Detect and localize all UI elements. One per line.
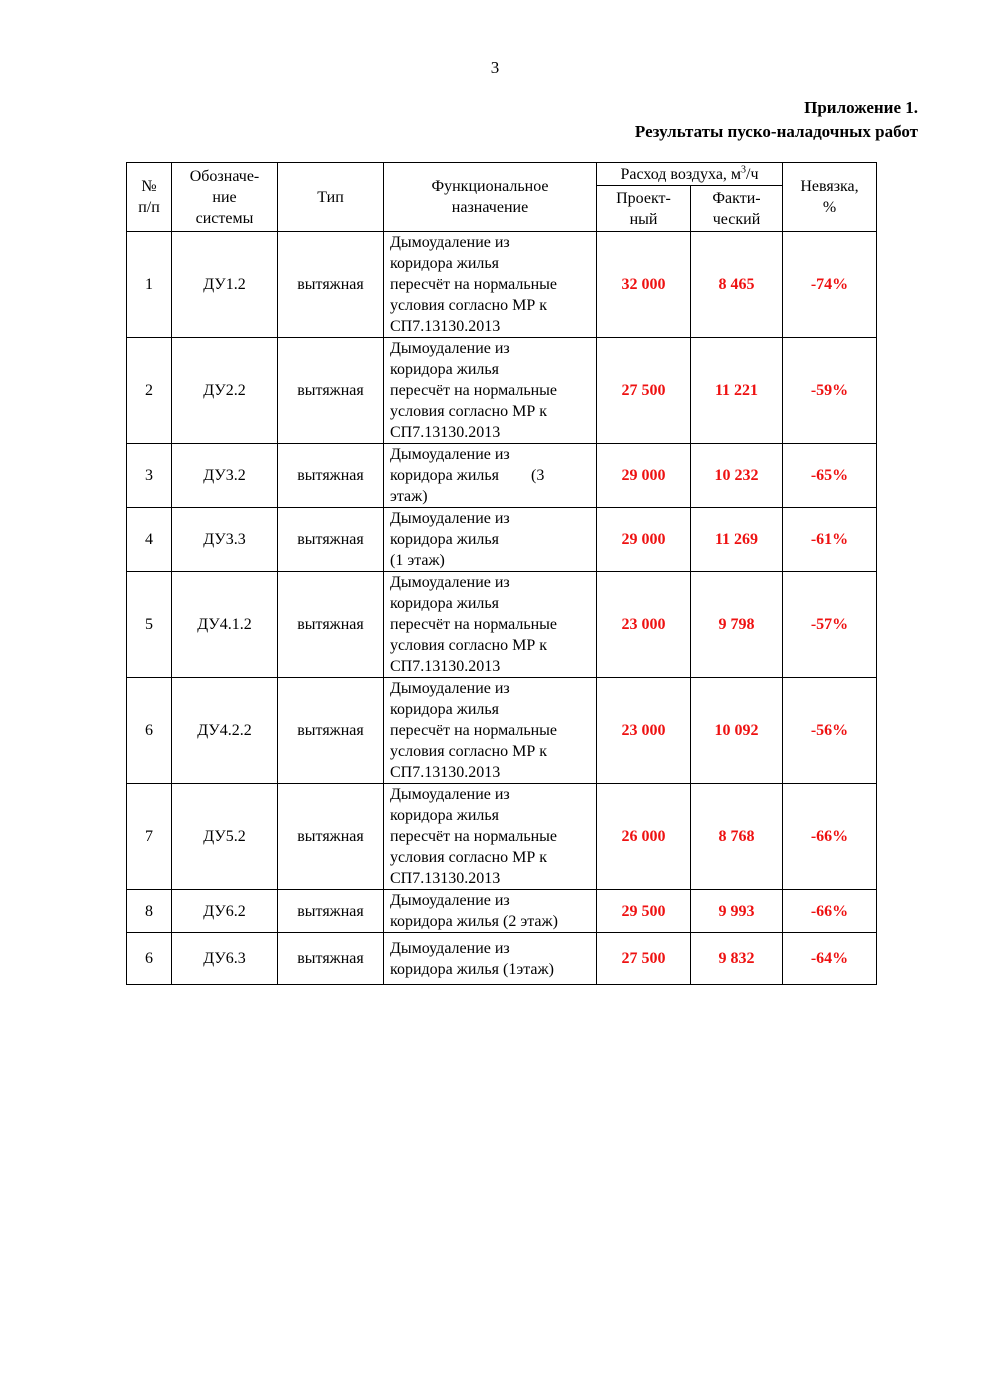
page-number: 3 [490,58,500,77]
row-number-cell: 3 [127,444,172,508]
function-line: СП7.13130.2013 [390,424,501,441]
system-type-cell: вытяжная [278,890,384,933]
actual-airflow-cell: 8 768 [691,784,783,890]
function-line: СП7.13130.2013 [390,658,501,675]
function-line: этаж) [390,488,428,505]
header-designation-line: ние [212,188,237,206]
system-designation-cell: ДУ3.3 [172,508,278,572]
system-type-cell: вытяжная [278,508,384,572]
function-cell [384,933,597,985]
function-line: пересчёт на нормальные [390,722,558,739]
system-type-cell: вытяжная [278,338,384,444]
table-row [127,338,877,444]
system-type-cell: вытяжная [278,678,384,784]
header-actual [691,186,783,232]
design-airflow-cell: 29 500 [597,890,691,933]
system-type-cell: вытяжная [278,784,384,890]
actual-airflow-cell: 9 798 [691,572,783,678]
system-designation-cell: ДУ2.2 [172,338,278,444]
row-number-cell: 6 [127,933,172,985]
design-airflow-cell: 29 000 [597,444,691,508]
table-row [127,784,877,890]
function-line: пересчёт на нормальные [390,616,558,633]
header-designation-line: Обозначе- [189,167,260,185]
design-airflow-cell: 26 000 [597,784,691,890]
function-cell [384,572,597,678]
appendix-subtitle: Результаты пуско-наладочных работ [634,122,918,141]
function-line: коридора жилья (2 этаж) [390,913,558,930]
function-cell [384,678,597,784]
function-line: Дымоудаление из [390,234,510,251]
function-line: условия согласно МР к [390,849,548,866]
function-line: СП7.13130.2013 [390,764,501,781]
appendix-heading [635,96,918,144]
header-airflow-text: Расход воздуха, м [620,165,742,183]
actual-airflow-cell: 9 993 [691,890,783,933]
header-designation [172,163,278,232]
row-number-cell: 4 [127,508,172,572]
row-number-cell: 7 [127,784,172,890]
table-body [127,232,877,985]
function-line: пересчёт на нормальные [390,382,558,399]
actual-airflow-cell: 10 092 [691,678,783,784]
table-row [127,572,877,678]
header-function-line: Функциональное [431,178,549,195]
system-designation-cell: ДУ4.2.2 [172,678,278,784]
system-designation-cell: ДУ1.2 [172,232,278,338]
table-row [127,232,877,338]
header-design-line: ный [629,210,658,228]
header-num-line: № [141,178,157,195]
function-line: условия согласно МР к [390,637,548,654]
deviation-cell: -65% [783,444,877,508]
table-row [127,933,877,985]
deviation-cell: -59% [783,338,877,444]
header-function [384,163,597,232]
design-airflow-cell: 27 500 [597,933,691,985]
header-num-line: п/п [138,199,160,216]
function-line: Дымоудаление из [390,340,510,357]
header-function-line: назначение [451,199,529,216]
table-row [127,678,877,784]
deviation-cell: -66% [783,890,877,933]
function-line: Дымоудаление из [390,786,510,803]
function-line: Дымоудаление из [390,680,510,697]
function-cell [384,890,597,933]
system-designation-cell: ДУ3.2 [172,444,278,508]
function-cell [384,232,597,338]
function-cell [384,444,597,508]
design-airflow-cell: 23 000 [597,678,691,784]
function-line: Дымоудаление из [390,892,510,909]
function-line: Дымоудаление из [390,574,510,591]
function-line: Дымоудаление из [390,939,510,957]
header-actual-line: ческий [712,210,761,228]
appendix-title: Приложение 1. [804,98,918,117]
header-airflow-sup: 3 [741,164,747,176]
row-number-cell: 5 [127,572,172,678]
header-designation-line: системы [195,209,254,227]
function-line: коридора жилья [390,361,500,378]
function-line: пересчёт на нормальные [390,828,558,845]
actual-airflow-cell: 11 269 [691,508,783,572]
function-cell [384,508,597,572]
header-num [127,163,172,232]
function-line: коридора жилья (1этаж) [390,960,554,978]
design-airflow-cell: 32 000 [597,232,691,338]
deviation-cell: -66% [783,784,877,890]
system-designation-cell: ДУ6.2 [172,890,278,933]
system-designation-cell: ДУ4.1.2 [172,572,278,678]
design-airflow-cell: 27 500 [597,338,691,444]
header-deviation-line: Невязка, [800,178,859,195]
system-type-cell: вытяжная [278,572,384,678]
function-line: коридора жилья [390,595,500,612]
function-line: пересчёт на нормальные [390,276,558,293]
system-type-cell: вытяжная [278,933,384,985]
actual-airflow-cell: 8 465 [691,232,783,338]
function-cell [384,338,597,444]
function-line: коридора жилья [390,701,500,718]
design-airflow-cell: 23 000 [597,572,691,678]
row-number-cell: 8 [127,890,172,933]
function-line: СП7.13130.2013 [390,318,501,335]
row-number-cell: 6 [127,678,172,784]
header-airflow [597,163,783,186]
header-deviation [783,163,877,232]
header-design-line: Проект- [616,189,671,207]
function-line: коридора жилья [390,255,500,272]
deviation-cell: -74% [783,232,877,338]
design-airflow-cell: 29 000 [597,508,691,572]
deviation-cell: -57% [783,572,877,678]
row-number-cell: 1 [127,232,172,338]
function-line: СП7.13130.2013 [390,870,501,887]
deviation-cell: -64% [783,933,877,985]
function-line: коридора жилья [390,807,500,824]
function-line: условия согласно МР к [390,743,548,760]
function-cell [384,784,597,890]
table-row [127,890,877,933]
header-deviation-line: % [822,199,837,216]
deviation-cell: -61% [783,508,877,572]
header-airflow-unit: /ч [746,165,759,183]
function-line: коридора жилья (3 [390,467,545,484]
function-line: Дымоудаление из [390,446,510,463]
function-line: коридора жилья [390,531,500,548]
actual-airflow-cell: 10 232 [691,444,783,508]
header-actual-line: Факти- [712,189,761,207]
function-line: Дымоудаление из [390,510,510,527]
function-line: условия согласно МР к [390,403,548,420]
system-type-cell: вытяжная [278,232,384,338]
deviation-cell: -56% [783,678,877,784]
actual-airflow-cell: 11 221 [691,338,783,444]
function-line: условия согласно МР к [390,297,548,314]
header-type: Тип [278,163,384,232]
system-designation-cell: ДУ6.3 [172,933,278,985]
actual-airflow-cell: 9 832 [691,933,783,985]
table-row [127,444,877,508]
system-type-cell: вытяжная [278,444,384,508]
system-designation-cell: ДУ5.2 [172,784,278,890]
function-line: (1 этаж) [390,552,445,569]
table-row [127,508,877,572]
header-design [597,186,691,232]
row-number-cell: 2 [127,338,172,444]
results-table [126,162,877,985]
